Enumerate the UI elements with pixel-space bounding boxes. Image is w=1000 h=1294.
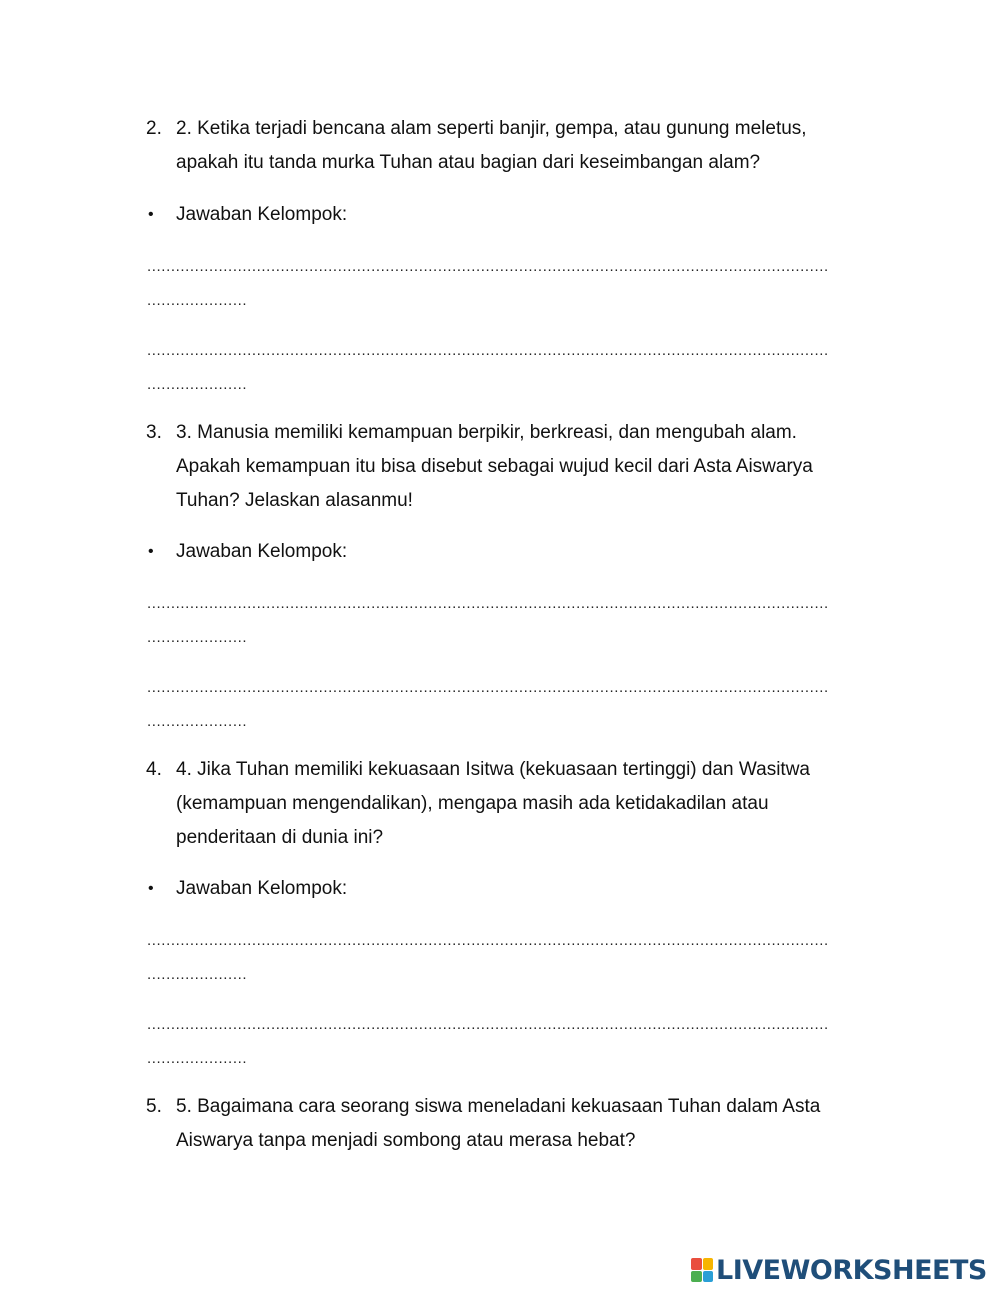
answer-dotted-line[interactable]: ..................... — [147, 1050, 248, 1067]
question-text-line: Apakah kemampuan itu bisa disebut sebagai wujud kecil dari Asta Aiswarya — [176, 456, 813, 477]
logo-square — [703, 1271, 714, 1283]
answer-dotted-line[interactable]: ............................................................................................................................................... — [147, 679, 829, 696]
answer-dotted-line[interactable]: ..................... — [147, 966, 248, 983]
answer-dotted-line[interactable]: ............................................................................................................................................... — [147, 258, 829, 275]
answer-dotted-line[interactable]: ..................... — [147, 292, 248, 309]
bullet: • — [148, 543, 154, 560]
question-text-line: (kemampuan mengendalikan), mengapa masih ada ketidakadilan atau — [176, 793, 769, 814]
bullet: • — [148, 880, 154, 897]
question-number: 2. — [146, 118, 162, 139]
answer-label: Jawaban Kelompok: — [176, 541, 348, 562]
question-number: 3. — [146, 422, 162, 443]
question-text-line: penderitaan di dunia ini? — [176, 827, 384, 848]
answer-dotted-line[interactable]: ............................................................................................................................................... — [147, 1016, 829, 1033]
question-number: 4. — [146, 759, 162, 780]
question-text-line: apakah itu tanda murka Tuhan atau bagian dari keseimbangan alam? — [176, 152, 761, 173]
question-text-line: 3. Manusia memiliki kemampuan berpikir, berkreasi, dan mengubah alam. — [176, 422, 797, 443]
question-text-line: Tuhan? Jelaskan alasanmu! — [176, 490, 413, 511]
question-text-line: Aiswarya tanpa menjadi sombong atau merasa hebat? — [176, 1130, 636, 1151]
logo-square — [703, 1258, 714, 1270]
answer-label: Jawaban Kelompok: — [176, 878, 348, 899]
logo-text: LIVEWORKSHEETS — [716, 1254, 987, 1286]
answer-dotted-line[interactable]: ............................................................................................................................................... — [147, 595, 829, 612]
answer-dotted-line[interactable]: ..................... — [147, 713, 248, 730]
logo-square — [691, 1258, 702, 1270]
liveworksheets-logo[interactable] — [691, 1250, 987, 1290]
question-number: 5. — [146, 1096, 162, 1117]
answer-dotted-line[interactable]: ..................... — [147, 376, 248, 393]
answer-dotted-line[interactable]: ............................................................................................................................................... — [147, 932, 829, 949]
answer-label: Jawaban Kelompok: — [176, 204, 348, 225]
bullet: • — [148, 206, 154, 223]
liveworksheets-logo-icon — [691, 1258, 713, 1282]
answer-dotted-line[interactable]: ..................... — [147, 629, 248, 646]
question-text-line: 5. Bagaimana cara seorang siswa meneladani kekuasaan Tuhan dalam Asta — [176, 1096, 821, 1117]
question-text-line: 2. Ketika terjadi bencana alam seperti banjir, gempa, atau gunung meletus, — [176, 118, 807, 139]
question-text-line: 4. Jika Tuhan memiliki kekuasaan Isitwa (kekuasaan tertinggi) dan Wasitwa — [176, 759, 810, 780]
logo-square — [691, 1271, 702, 1283]
answer-dotted-line[interactable]: ............................................................................................................................................... — [147, 342, 829, 359]
